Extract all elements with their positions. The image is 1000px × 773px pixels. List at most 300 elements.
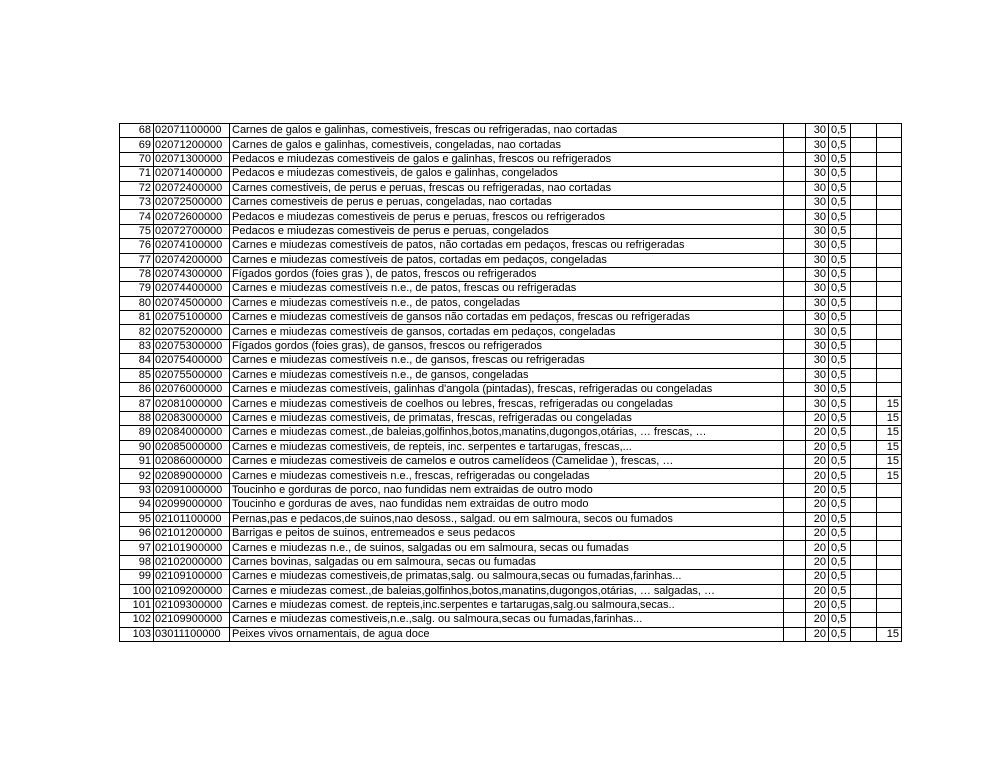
rate-cell: 20 bbox=[806, 570, 829, 584]
extra-rate-cell bbox=[877, 210, 902, 224]
row-number-cell: 88 bbox=[120, 411, 154, 425]
ncm-code-cell: 02071300000 bbox=[154, 152, 230, 166]
rate-cell: 30 bbox=[806, 339, 829, 353]
factor-cell: 0,5 bbox=[829, 296, 851, 310]
empty-cell bbox=[784, 426, 806, 440]
empty-cell bbox=[851, 239, 877, 253]
row-number-cell: 82 bbox=[120, 325, 154, 339]
rate-cell: 20 bbox=[806, 469, 829, 483]
extra-rate-cell: 15 bbox=[877, 454, 902, 468]
description-cell: Carnes e miudezas comestiveis de camelos e outros camelídeos (Camelidae ), frescas, … bbox=[230, 454, 784, 468]
table-row bbox=[120, 239, 902, 253]
factor-cell: 0,5 bbox=[829, 368, 851, 382]
row-number-cell: 92 bbox=[120, 469, 154, 483]
description-cell: Carnes e miudezas comestiveis, de repteis, inc. serpentes e tartarugas, frescas,... bbox=[230, 440, 784, 454]
extra-rate-cell bbox=[877, 584, 902, 598]
ncm-code-cell: 02075300000 bbox=[154, 339, 230, 353]
row-number-cell: 93 bbox=[120, 483, 154, 497]
row-number-cell: 101 bbox=[120, 598, 154, 612]
table-row bbox=[120, 469, 902, 483]
empty-cell bbox=[784, 469, 806, 483]
empty-cell bbox=[851, 181, 877, 195]
row-number-cell: 98 bbox=[120, 555, 154, 569]
factor-cell: 0,5 bbox=[829, 627, 851, 641]
row-number-cell: 94 bbox=[120, 498, 154, 512]
table-row bbox=[120, 311, 902, 325]
extra-rate-cell bbox=[877, 124, 902, 138]
factor-cell: 0,5 bbox=[829, 354, 851, 368]
ncm-code-cell: 02071200000 bbox=[154, 138, 230, 152]
empty-cell bbox=[851, 526, 877, 540]
ncm-code-cell: 02072500000 bbox=[154, 195, 230, 209]
row-number-cell: 77 bbox=[120, 253, 154, 267]
table-row bbox=[120, 368, 902, 382]
empty-cell bbox=[851, 354, 877, 368]
ncm-code-cell: 02085000000 bbox=[154, 440, 230, 454]
factor-cell: 0,5 bbox=[829, 167, 851, 181]
row-number-cell: 87 bbox=[120, 397, 154, 411]
empty-cell bbox=[851, 469, 877, 483]
table-row bbox=[120, 584, 902, 598]
empty-cell bbox=[784, 584, 806, 598]
description-cell: Carnes e miudezas comestiveis de coelhos ou lebres, frescas, refrigeradas ou congeladas bbox=[230, 397, 784, 411]
ncm-code-cell: 02109300000 bbox=[154, 598, 230, 612]
rate-cell: 20 bbox=[806, 613, 829, 627]
empty-cell bbox=[851, 411, 877, 425]
ncm-code-cell: 02076000000 bbox=[154, 383, 230, 397]
extra-rate-cell bbox=[877, 613, 902, 627]
row-number-cell: 95 bbox=[120, 512, 154, 526]
row-number-cell: 75 bbox=[120, 224, 154, 238]
factor-cell: 0,5 bbox=[829, 555, 851, 569]
rate-cell: 30 bbox=[806, 152, 829, 166]
ncm-code-cell: 02099000000 bbox=[154, 498, 230, 512]
description-cell: Toucinho e gorduras de porco, nao fundidas nem extraidas de outro modo bbox=[230, 483, 784, 497]
row-number-cell: 79 bbox=[120, 282, 154, 296]
empty-cell bbox=[851, 325, 877, 339]
empty-cell bbox=[851, 224, 877, 238]
table-row bbox=[120, 339, 902, 353]
rate-cell: 30 bbox=[806, 325, 829, 339]
empty-cell bbox=[784, 512, 806, 526]
row-number-cell: 86 bbox=[120, 383, 154, 397]
extra-rate-cell: 15 bbox=[877, 397, 902, 411]
empty-cell bbox=[784, 627, 806, 641]
extra-rate-cell bbox=[877, 383, 902, 397]
description-cell: Carnes e miudezas comestíveis n.e., de patos, congeladas bbox=[230, 296, 784, 310]
table-row bbox=[120, 483, 902, 497]
empty-cell bbox=[851, 152, 877, 166]
table-row bbox=[120, 354, 902, 368]
empty-cell bbox=[851, 627, 877, 641]
empty-cell bbox=[851, 440, 877, 454]
empty-cell bbox=[784, 152, 806, 166]
factor-cell: 0,5 bbox=[829, 282, 851, 296]
empty-cell bbox=[784, 526, 806, 540]
table-row bbox=[120, 526, 902, 540]
empty-cell bbox=[784, 541, 806, 555]
empty-cell bbox=[784, 138, 806, 152]
factor-cell: 0,5 bbox=[829, 181, 851, 195]
description-cell: Carnes e miudezas comestíveis de gansos, cortadas em pedaços, congeladas bbox=[230, 325, 784, 339]
ncm-code-cell: 02072700000 bbox=[154, 224, 230, 238]
rate-cell: 30 bbox=[806, 253, 829, 267]
rate-cell: 20 bbox=[806, 512, 829, 526]
rate-cell: 20 bbox=[806, 440, 829, 454]
description-cell: Carnes e miudezas comestíveis de gansos não cortadas em pedaços, frescas ou refrigeradas bbox=[230, 311, 784, 325]
factor-cell: 0,5 bbox=[829, 613, 851, 627]
ncm-code-cell: 02074400000 bbox=[154, 282, 230, 296]
factor-cell: 0,5 bbox=[829, 483, 851, 497]
description-cell: Carnes e miudezas comestíveis de patos, não cortadas em pedaços, frescas ou refrigeradas bbox=[230, 239, 784, 253]
ncm-code-cell: 02071100000 bbox=[154, 124, 230, 138]
table-row bbox=[120, 627, 902, 641]
empty-cell bbox=[851, 267, 877, 281]
empty-cell bbox=[784, 195, 806, 209]
factor-cell: 0,5 bbox=[829, 584, 851, 598]
description-cell: Pedacos e miudezas comestiveis, de galos e galinhas, congelados bbox=[230, 167, 784, 181]
description-cell: Carnes e miudezas comest.,de baleias,golfinhos,botos,manatins,dugongos,otárias, … frescas, … bbox=[230, 426, 784, 440]
description-cell: Carnes e miudezas comest. de repteis,inc.serpentes e tartarugas,salg.ou salmoura,secas.. bbox=[230, 598, 784, 612]
table-row bbox=[120, 138, 902, 152]
empty-cell bbox=[784, 397, 806, 411]
ncm-code-cell: 02089000000 bbox=[154, 469, 230, 483]
table-row bbox=[120, 325, 902, 339]
description-cell: Fígados gordos (foies gras ), de patos, frescos ou refrigerados bbox=[230, 267, 784, 281]
table-body bbox=[120, 124, 902, 642]
description-cell: Carnes e miudezas comestiveis,de primatas,salg. ou salmoura,secas ou fumadas,farinhas... bbox=[230, 570, 784, 584]
row-number-cell: 99 bbox=[120, 570, 154, 584]
row-number-cell: 73 bbox=[120, 195, 154, 209]
row-number-cell: 68 bbox=[120, 124, 154, 138]
table-row bbox=[120, 267, 902, 281]
rate-cell: 20 bbox=[806, 584, 829, 598]
rate-cell: 30 bbox=[806, 354, 829, 368]
empty-cell bbox=[851, 253, 877, 267]
empty-cell bbox=[851, 282, 877, 296]
rate-cell: 30 bbox=[806, 296, 829, 310]
extra-rate-cell bbox=[877, 296, 902, 310]
extra-rate-cell: 15 bbox=[877, 411, 902, 425]
row-number-cell: 81 bbox=[120, 311, 154, 325]
row-number-cell: 100 bbox=[120, 584, 154, 598]
table-row bbox=[120, 152, 902, 166]
extra-rate-cell bbox=[877, 181, 902, 195]
table-row bbox=[120, 411, 902, 425]
row-number-cell: 72 bbox=[120, 181, 154, 195]
table-row bbox=[120, 210, 902, 224]
rate-cell: 20 bbox=[806, 454, 829, 468]
row-number-cell: 70 bbox=[120, 152, 154, 166]
description-cell: Pedacos e miudezas comestiveis de galos e galinhas, frescos ou refrigerados bbox=[230, 152, 784, 166]
rate-cell: 20 bbox=[806, 598, 829, 612]
ncm-code-cell: 02072600000 bbox=[154, 210, 230, 224]
row-number-cell: 84 bbox=[120, 354, 154, 368]
extra-rate-cell bbox=[877, 311, 902, 325]
ncm-code-cell: 02075500000 bbox=[154, 368, 230, 382]
factor-cell: 0,5 bbox=[829, 210, 851, 224]
row-number-cell: 76 bbox=[120, 239, 154, 253]
extra-rate-cell: 15 bbox=[877, 440, 902, 454]
factor-cell: 0,5 bbox=[829, 498, 851, 512]
description-cell: Pernas,pas e pedacos,de suinos,nao desoss., salgad. ou em salmoura, secos ou fumados bbox=[230, 512, 784, 526]
extra-rate-cell: 15 bbox=[877, 627, 902, 641]
description-cell: Pedacos e miudezas comestiveis de perus e peruas, frescos ou refrigerados bbox=[230, 210, 784, 224]
table-row bbox=[120, 397, 902, 411]
empty-cell bbox=[851, 311, 877, 325]
factor-cell: 0,5 bbox=[829, 152, 851, 166]
description-cell: Carnes e miudezas comestiveis, de primatas, frescas, refrigeradas ou congeladas bbox=[230, 411, 784, 425]
rate-cell: 30 bbox=[806, 210, 829, 224]
factor-cell: 0,5 bbox=[829, 239, 851, 253]
factor-cell: 0,5 bbox=[829, 339, 851, 353]
extra-rate-cell bbox=[877, 354, 902, 368]
empty-cell bbox=[851, 368, 877, 382]
table-row bbox=[120, 613, 902, 627]
table-row bbox=[120, 167, 902, 181]
description-cell: Carnes comestiveis de perus e peruas, congeladas, nao cortadas bbox=[230, 195, 784, 209]
extra-rate-cell bbox=[877, 325, 902, 339]
empty-cell bbox=[851, 124, 877, 138]
row-number-cell: 102 bbox=[120, 613, 154, 627]
factor-cell: 0,5 bbox=[829, 541, 851, 555]
empty-cell bbox=[784, 296, 806, 310]
ncm-code-cell: 02074300000 bbox=[154, 267, 230, 281]
empty-cell bbox=[784, 454, 806, 468]
row-number-cell: 91 bbox=[120, 454, 154, 468]
extra-rate-cell bbox=[877, 598, 902, 612]
description-cell: Toucinho e gorduras de aves, nao fundidas nem extraidas de outro modo bbox=[230, 498, 784, 512]
empty-cell bbox=[784, 598, 806, 612]
tariff-table bbox=[119, 123, 902, 642]
ncm-code-cell: 02109100000 bbox=[154, 570, 230, 584]
row-number-cell: 85 bbox=[120, 368, 154, 382]
extra-rate-cell bbox=[877, 526, 902, 540]
description-cell: Carnes comestiveis, de perus e peruas, frescas ou refrigeradas, nao cortadas bbox=[230, 181, 784, 195]
rate-cell: 30 bbox=[806, 383, 829, 397]
empty-cell bbox=[784, 311, 806, 325]
empty-cell bbox=[784, 440, 806, 454]
extra-rate-cell bbox=[877, 570, 902, 584]
extra-rate-cell bbox=[877, 512, 902, 526]
empty-cell bbox=[851, 138, 877, 152]
extra-rate-cell bbox=[877, 239, 902, 253]
description-cell: Carnes de galos e galinhas, comestiveis, congeladas, nao cortadas bbox=[230, 138, 784, 152]
table-row bbox=[120, 512, 902, 526]
ncm-code-cell: 02074200000 bbox=[154, 253, 230, 267]
factor-cell: 0,5 bbox=[829, 311, 851, 325]
rate-cell: 30 bbox=[806, 311, 829, 325]
ncm-code-cell: 02081000000 bbox=[154, 397, 230, 411]
extra-rate-cell bbox=[877, 224, 902, 238]
rate-cell: 20 bbox=[806, 526, 829, 540]
factor-cell: 0,5 bbox=[829, 325, 851, 339]
row-number-cell: 69 bbox=[120, 138, 154, 152]
empty-cell bbox=[784, 570, 806, 584]
empty-cell bbox=[851, 498, 877, 512]
ncm-code-cell: 02086000000 bbox=[154, 454, 230, 468]
empty-cell bbox=[851, 454, 877, 468]
empty-cell bbox=[851, 195, 877, 209]
empty-cell bbox=[784, 210, 806, 224]
rate-cell: 30 bbox=[806, 239, 829, 253]
rate-cell: 20 bbox=[806, 541, 829, 555]
row-number-cell: 80 bbox=[120, 296, 154, 310]
extra-rate-cell bbox=[877, 498, 902, 512]
row-number-cell: 103 bbox=[120, 627, 154, 641]
rate-cell: 30 bbox=[806, 368, 829, 382]
rate-cell: 30 bbox=[806, 167, 829, 181]
description-cell: Carnes e miudezas comestíveis, galinhas d'angola (pintadas), frescas, refrigeradas ou congeladas bbox=[230, 383, 784, 397]
description-cell: Carnes de galos e galinhas, comestiveis, frescas ou refrigeradas, nao cortadas bbox=[230, 124, 784, 138]
extra-rate-cell bbox=[877, 152, 902, 166]
ncm-code-cell: 02075400000 bbox=[154, 354, 230, 368]
factor-cell: 0,5 bbox=[829, 526, 851, 540]
description-cell: Carnes e miudezas n.e., de suinos, salgadas ou em salmoura, secas ou fumadas bbox=[230, 541, 784, 555]
empty-cell bbox=[851, 512, 877, 526]
empty-cell bbox=[784, 555, 806, 569]
ncm-code-cell: 02101200000 bbox=[154, 526, 230, 540]
ncm-code-cell: 02091000000 bbox=[154, 483, 230, 497]
extra-rate-cell: 15 bbox=[877, 426, 902, 440]
table-row bbox=[120, 570, 902, 584]
empty-cell bbox=[851, 210, 877, 224]
empty-cell bbox=[784, 282, 806, 296]
ncm-code-cell: 02109900000 bbox=[154, 613, 230, 627]
factor-cell: 0,5 bbox=[829, 469, 851, 483]
table-row bbox=[120, 224, 902, 238]
description-cell: Carnes e miudezas comestíveis n.e., de gansos, congeladas bbox=[230, 368, 784, 382]
empty-cell bbox=[784, 253, 806, 267]
table-row bbox=[120, 383, 902, 397]
row-number-cell: 74 bbox=[120, 210, 154, 224]
empty-cell bbox=[851, 598, 877, 612]
empty-cell bbox=[784, 483, 806, 497]
table-row bbox=[120, 541, 902, 555]
row-number-cell: 97 bbox=[120, 541, 154, 555]
rate-cell: 30 bbox=[806, 282, 829, 296]
rate-cell: 30 bbox=[806, 181, 829, 195]
row-number-cell: 96 bbox=[120, 526, 154, 540]
rate-cell: 30 bbox=[806, 195, 829, 209]
empty-cell bbox=[784, 411, 806, 425]
empty-cell bbox=[784, 613, 806, 627]
ncm-code-cell: 02084000000 bbox=[154, 426, 230, 440]
factor-cell: 0,5 bbox=[829, 397, 851, 411]
empty-cell bbox=[851, 383, 877, 397]
row-number-cell: 83 bbox=[120, 339, 154, 353]
empty-cell bbox=[851, 339, 877, 353]
factor-cell: 0,5 bbox=[829, 454, 851, 468]
extra-rate-cell bbox=[877, 267, 902, 281]
extra-rate-cell: 15 bbox=[877, 469, 902, 483]
table-row bbox=[120, 296, 902, 310]
empty-cell bbox=[851, 483, 877, 497]
ncm-code-cell: 02109200000 bbox=[154, 584, 230, 598]
ncm-code-cell: 02083000000 bbox=[154, 411, 230, 425]
empty-cell bbox=[851, 570, 877, 584]
rate-cell: 20 bbox=[806, 411, 829, 425]
rate-cell: 30 bbox=[806, 124, 829, 138]
table-row bbox=[120, 454, 902, 468]
empty-cell bbox=[851, 541, 877, 555]
rate-cell: 30 bbox=[806, 138, 829, 152]
extra-rate-cell bbox=[877, 368, 902, 382]
factor-cell: 0,5 bbox=[829, 383, 851, 397]
factor-cell: 0,5 bbox=[829, 195, 851, 209]
description-cell: Carnes e miudezas comestíveis n.e., de patos, frescas ou refrigeradas bbox=[230, 282, 784, 296]
table-row bbox=[120, 124, 902, 138]
row-number-cell: 71 bbox=[120, 167, 154, 181]
empty-cell bbox=[784, 267, 806, 281]
description-cell: Carnes e miudezas comestiveis,n.e.,salg. ou salmoura,secas ou fumadas,farinhas... bbox=[230, 613, 784, 627]
table-row bbox=[120, 598, 902, 612]
empty-cell bbox=[784, 224, 806, 238]
factor-cell: 0,5 bbox=[829, 426, 851, 440]
extra-rate-cell bbox=[877, 138, 902, 152]
rate-cell: 20 bbox=[806, 483, 829, 497]
factor-cell: 0,5 bbox=[829, 253, 851, 267]
empty-cell bbox=[784, 498, 806, 512]
empty-cell bbox=[784, 181, 806, 195]
rate-cell: 20 bbox=[806, 498, 829, 512]
empty-cell bbox=[851, 167, 877, 181]
description-cell: Peixes vivos ornamentais, de agua doce bbox=[230, 627, 784, 641]
ncm-code-cell: 02075100000 bbox=[154, 311, 230, 325]
rate-cell: 30 bbox=[806, 224, 829, 238]
table-row bbox=[120, 426, 902, 440]
description-cell: Carnes bovinas, salgadas ou em salmoura, secas ou fumadas bbox=[230, 555, 784, 569]
empty-cell bbox=[851, 584, 877, 598]
factor-cell: 0,5 bbox=[829, 138, 851, 152]
empty-cell bbox=[851, 426, 877, 440]
description-cell: Fígados gordos (foies gras), de gansos, frescos ou refrigerados bbox=[230, 339, 784, 353]
factor-cell: 0,5 bbox=[829, 512, 851, 526]
rate-cell: 20 bbox=[806, 555, 829, 569]
empty-cell bbox=[851, 296, 877, 310]
empty-cell bbox=[784, 239, 806, 253]
ncm-code-cell: 03011100000 bbox=[154, 627, 230, 641]
row-number-cell: 89 bbox=[120, 426, 154, 440]
factor-cell: 0,5 bbox=[829, 224, 851, 238]
factor-cell: 0,5 bbox=[829, 267, 851, 281]
ncm-code-cell: 02102000000 bbox=[154, 555, 230, 569]
description-cell: Barrigas e peitos de suinos, entremeados e seus pedacos bbox=[230, 526, 784, 540]
description-cell: Carnes e miudezas comestíveis n.e., de gansos, frescas ou refrigeradas bbox=[230, 354, 784, 368]
table-row bbox=[120, 195, 902, 209]
description-cell: Carnes e miudezas comestiveis n.e., frescas, refrigeradas ou congeladas bbox=[230, 469, 784, 483]
table-row bbox=[120, 282, 902, 296]
empty-cell bbox=[784, 368, 806, 382]
ncm-code-cell: 02071400000 bbox=[154, 167, 230, 181]
rate-cell: 30 bbox=[806, 267, 829, 281]
empty-cell bbox=[784, 124, 806, 138]
table-row bbox=[120, 253, 902, 267]
extra-rate-cell bbox=[877, 555, 902, 569]
row-number-cell: 90 bbox=[120, 440, 154, 454]
factor-cell: 0,5 bbox=[829, 440, 851, 454]
factor-cell: 0,5 bbox=[829, 570, 851, 584]
empty-cell bbox=[784, 354, 806, 368]
table-row bbox=[120, 555, 902, 569]
table-row bbox=[120, 440, 902, 454]
empty-cell bbox=[784, 339, 806, 353]
extra-rate-cell bbox=[877, 541, 902, 555]
ncm-code-cell: 02101900000 bbox=[154, 541, 230, 555]
extra-rate-cell bbox=[877, 195, 902, 209]
rate-cell: 20 bbox=[806, 627, 829, 641]
ncm-code-cell: 02072400000 bbox=[154, 181, 230, 195]
